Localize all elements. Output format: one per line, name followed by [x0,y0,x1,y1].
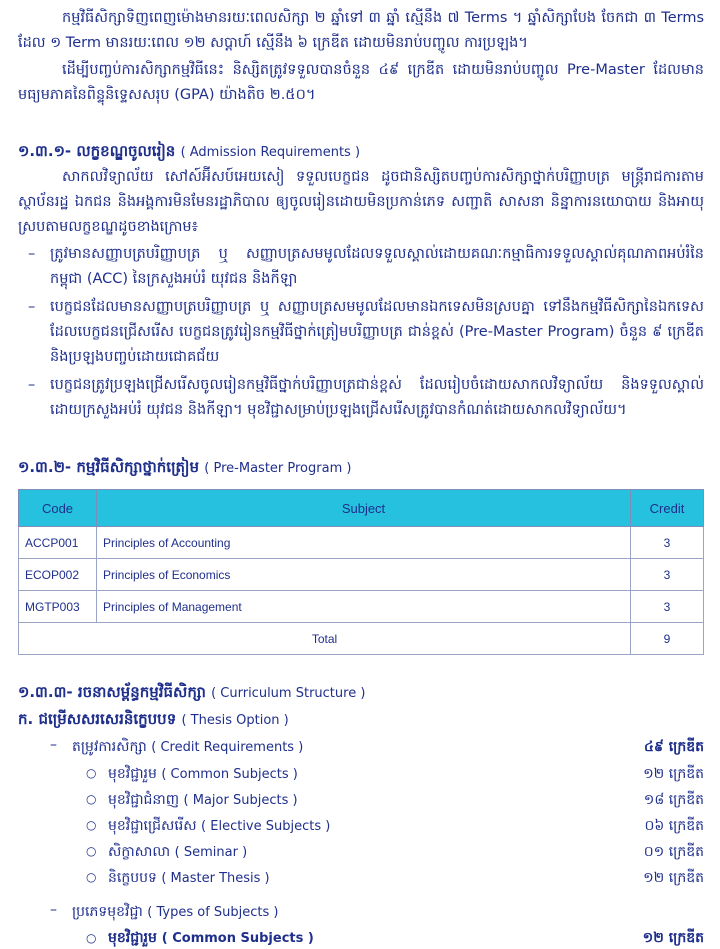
row-credit: 3 [631,559,704,591]
admission-bullet-2: – បេក្ខជនដែលមានសញ្ញាបត្របរិញ្ញាបត្រ ឬ សញ្ញាបត្រសមមូលដែលមានឯកទេសមិនស្របគ្នា ទៅនឹងកម្មវិធីសិក្សានៃឯកទេសដែលបេក្ខជនជ្រើសរើស បេក្ខជនត្រូវរៀនកម្មវិធីថ្នាក់ត្រៀមបរិញ្ញាបត្រ ជាន់ខ្ពស់ (Pre-Master Program) ចំនួន ៩ ក្រេឌីត និងប្រឡងបញ្ចប់ដោយជោគជ័យ [28,299,704,365]
row-code: ACCP001 [19,527,97,559]
header-credit: Credit [631,490,704,527]
row-credit: 3 [631,591,704,623]
common-subjects-amount: ១២ ក្រេឌីត [643,766,704,782]
row-credit: 3 [631,527,704,559]
admission-heading: ១.៣.១- លក្ខខណ្ឌចូលរៀន ( Admission Requirements ) [18,142,361,160]
major-subjects-amount: ១៨ ក្រេឌីត [643,792,704,808]
header-code: Code [19,490,97,527]
table-header-row [19,490,704,527]
admission-bullet-3: – បេក្ខជនត្រូវប្រឡងជ្រើសរើសចូលរៀនកម្មវិធីថ្នាក់បរិញ្ញាបត្រជាន់ខ្ពស់ ដែលរៀបចំដោយសាកលវិទ្យាល័យ និងទទួលស្គាល់ដោយក្រសួងអប់រំ យុវជន និងកីឡា។ មុខវិជ្ជាសម្រាប់ប្រឡងជ្រើសរើសត្រូវបានកំណត់ដោយសាកលវិទ្យាល័យ។ [28,377,704,418]
curriculum-heading: ១.៣.៣- រចនាសម្ព័ន្ធកម្មវិធីសិក្សា ( Curriculum Structure ) [18,683,366,701]
total-label: Total [19,623,631,655]
row-subject: Principles of Economics [97,559,631,591]
row-subject: Principles of Management [97,591,631,623]
row-subject: Principles of Accounting [97,527,631,559]
row-code: ECOP002 [19,559,97,591]
intro-paragraph-2: ដើម្បីបញ្ចប់ការសិក្សាកម្មវិធីនេះ និស្សិតត្រូវទទួលបានចំនួន ៤៩ ក្រេឌីត ដោយមិនរាប់បញ្ចូល Pre-Master ដែលមានមធ្យមភាគនៃពិន្ទុនិទ្ទេសសរុប (GPA) យ៉ាងតិច ២.៥០។ [18,62,704,103]
credit-requirements-amount: ៤៩ ក្រេឌីត [644,739,704,755]
common-subjects-type-label: មុខវិជ្ជារួម ( Common Subjects ) [108,930,314,946]
credit-requirements-label: តម្រូវការសិក្សា ( Credit Requirements ) [72,739,304,755]
circle-bullet-icon: ○ [86,931,97,945]
table-total-row [19,623,704,655]
elective-subjects-label: មុខវិជ្ជាជ្រើសរើស ( Elective Subjects ) [108,818,331,834]
admission-paragraph: សាកលវិទ្យាល័យ សៅស៍អ៊ីសប៍អេយសៀ ទទួលបេក្ខជន ដូចជានិស្សិតបញ្ចប់ការសិក្សាថ្នាក់បរិញ្ញាបត្រ មន្ត្រីរាជការតាមស្ថាប័នរដ្ឋ ឯកជន និងអង្គការមិនមែនរដ្ឋាភិបាល ឲ្យចូលរៀនដោយមិនប្រកាន់ភេទ សញ្ជាតិ សាសនា និន្នាការនយោបាយ និងអាយុ ស្របតាមលក្ខខណ្ឌដូចខាងក្រោម៖ [18,169,704,235]
common-subjects-label: មុខវិជ្ជារួម ( Common Subjects ) [108,766,298,782]
premaster-heading: ១.៣.២- កម្មវិធីសិក្សាថ្នាក់ត្រៀម ( Pre-Master Program ) [18,458,352,476]
dash-marker: – [50,737,57,753]
dash-marker: – [50,902,57,918]
table-row [19,559,704,591]
total-value: 9 [631,623,704,655]
seminar-amount: ០១ ក្រេឌីត [643,844,704,860]
table-row [19,527,704,559]
table-row [19,591,704,623]
master-thesis-amount: ១២ ក្រេឌីត [643,870,704,886]
elective-subjects-amount: ០៦ ក្រេឌីត [644,818,704,834]
row-code: MGTP003 [19,591,97,623]
major-subjects-label: មុខវិជ្ជាជំនាញ ( Major Subjects ) [108,792,298,808]
intro-paragraph-1: កម្មវិធីសិក្សាទិញពេញម៉ោងមានរយៈពេលសិក្សា ២ ឆ្នាំទៅ ៣ ឆ្នាំ ស្មើនឹង ៧ Terms ។ ឆ្នាំសិក្សាបែង ចែកជា ៣ Terms ដែល ១ Term មានរយៈពេល ១២ សប្តាហ៍ ស្មើនឹង ៦ ក្រេឌីត ដោយមិនរាប់បញ្ចូល ការប្រឡង។ [18,10,704,51]
circle-bullet-icon: ○ [86,818,97,832]
circle-bullet-icon: ○ [86,844,97,858]
premaster-table [18,489,704,655]
circle-bullet-icon: ○ [86,870,97,884]
admission-bullet-1: – ត្រូវមានសញ្ញាបត្របរិញ្ញាបត្រ ឬ សញ្ញាបត្រសមមូលដែលទទួលស្គាល់ដោយគណៈកម្មាធិការទទួលស្គាល់គុណភាពអប់រំនៃកម្ពុជា (ACC) នៃក្រសួងអប់រំ យុវជន និងកីឡា [28,246,704,287]
common-subjects-type-amount: ១២ ក្រេឌីត [642,930,704,946]
master-thesis-label: និក្ខេបបទ ( Master Thesis ) [108,870,270,886]
header-subject: Subject [97,490,631,527]
thesis-option-heading: ក. ជម្រើសសរសេរនិក្ខេបបទ ( Thesis Option ) [18,710,289,728]
circle-bullet-icon: ○ [86,792,97,806]
types-of-subjects-label: ប្រភេទមុខវិជ្ជា ( Types of Subjects ) [72,904,279,920]
seminar-label: សិក្ខាសាលា ( Seminar ) [108,844,248,860]
circle-bullet-icon: ○ [86,766,97,780]
